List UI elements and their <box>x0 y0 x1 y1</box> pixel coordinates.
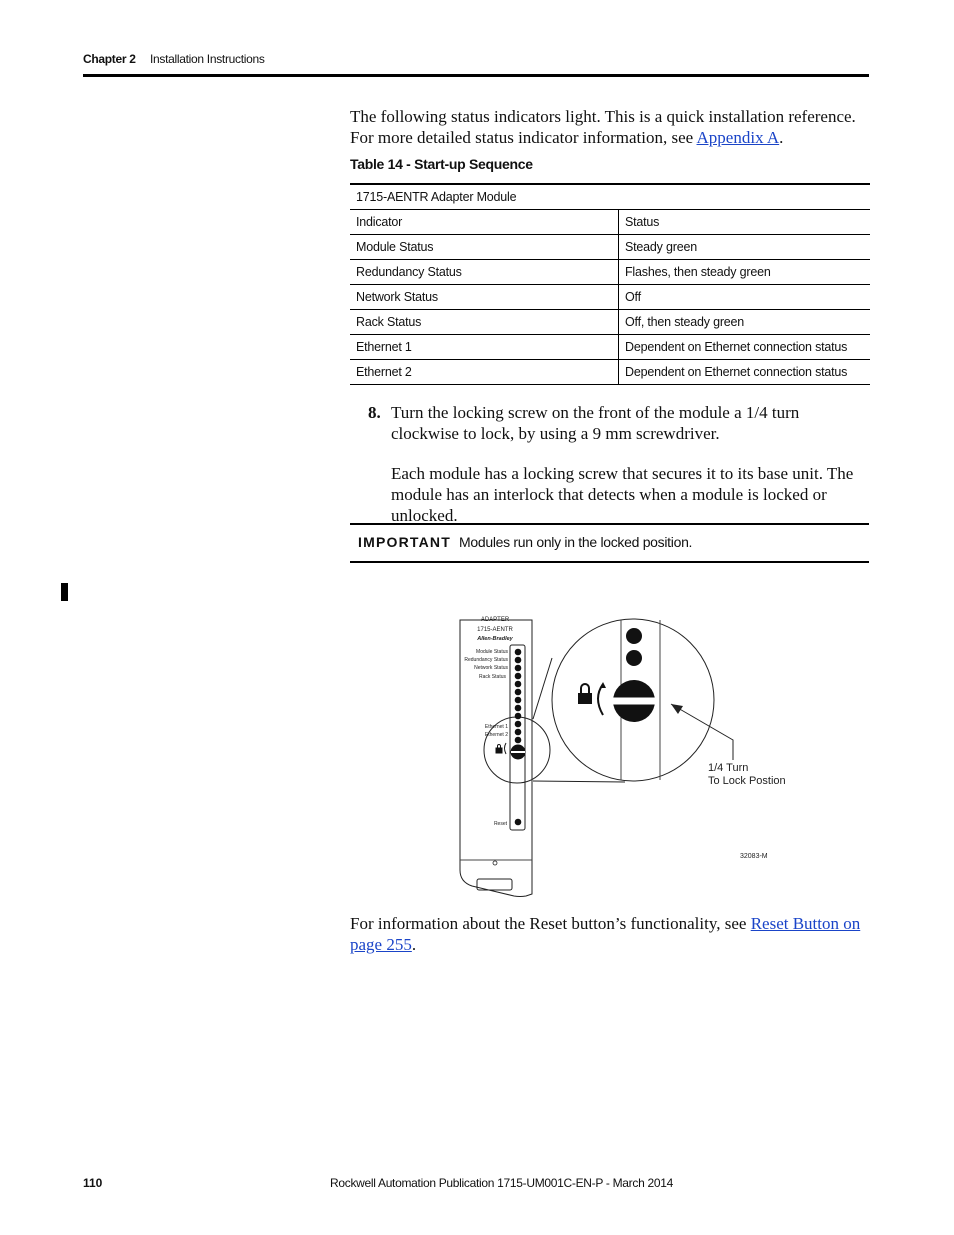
label-reset: Reset <box>493 821 507 827</box>
zoom-led-2 <box>626 650 642 666</box>
reset-after: . <box>411 935 417 954</box>
step-number: 8. <box>368 403 381 422</box>
label-ethernet-2: Ethernet 2 <box>484 732 508 738</box>
column-header-status: Status <box>619 210 871 235</box>
status-cell: Dependent on Ethernet connection status <box>619 360 871 385</box>
table-header-row <box>350 210 870 235</box>
status-cell: Flashes, then steady green <box>619 260 871 285</box>
status-cell: Off, then steady green <box>619 310 871 335</box>
startup-sequence-table <box>350 183 870 385</box>
table-title: 1715-AENTR Adapter Module <box>350 184 870 210</box>
indicator-cell: Rack Status <box>350 310 619 335</box>
indicator-cell: Ethernet 2 <box>350 360 619 385</box>
table-caption: Table 14 - Start-up Sequence <box>350 156 533 172</box>
table-row <box>350 335 870 360</box>
label-network-status: Network Status <box>474 665 508 671</box>
status-led-group <box>515 649 522 826</box>
indicator-cell: Ethernet 1 <box>350 335 619 360</box>
status-cell: Dependent on Ethernet connection status <box>619 335 871 360</box>
table-row <box>350 285 870 310</box>
reset-text: For information about the Reset button’s functionality, see <box>350 914 751 933</box>
intro-text: The following status indicators light. This is a quick installation reference. For more detailed status indicator information, see <box>350 107 856 147</box>
important-message: Modules run only in the locked position. <box>459 534 693 550</box>
table-row <box>350 360 870 385</box>
change-bar <box>61 583 68 601</box>
reset-button-link[interactable]: Reset Button on page 255 <box>350 914 861 954</box>
chapter-label: Chapter 2 <box>83 52 136 66</box>
brand-logo-text: Allen-Bradley <box>477 636 513 642</box>
intro-paragraph <box>350 106 870 148</box>
zoom-led-1 <box>626 628 642 644</box>
callout-line-1: 1/4 Turn <box>708 762 749 774</box>
label-module-status: Module Status <box>476 649 508 655</box>
label-ethernet-1: Ethernet 1 <box>484 724 508 730</box>
reset-paragraph <box>350 913 870 955</box>
step-text: Turn the locking screw on the front of the module a 1/4 turn clockwise to lock, by using a 9 mm screwdriver. <box>391 403 800 443</box>
figure-id: 32083-M <box>740 853 768 860</box>
status-cell: Steady green <box>619 235 871 260</box>
important-box <box>350 523 869 563</box>
locking-screw-paragraph: Each module has a locking screw that secures it to its base unit. The module has an interlock that detects when a module is locked or unlocked. <box>391 464 854 525</box>
small-lock-icon <box>496 743 506 754</box>
section-title: Installation Instructions <box>150 52 265 66</box>
module-lock-figure <box>440 600 800 900</box>
label-redundancy-status: Redundancy Status <box>464 657 508 663</box>
table-row <box>350 310 870 335</box>
module-label-model: 1715-AENTR <box>477 627 513 633</box>
large-lock-icon <box>578 682 606 715</box>
status-cell: Off <box>619 285 871 310</box>
publication-info: Rockwell Automation Publication 1715-UM001C-EN-P - March 2014 <box>330 1176 673 1190</box>
indicator-cell: Redundancy Status <box>350 260 619 285</box>
appendix-a-link[interactable]: Appendix A <box>696 128 780 147</box>
important-label: IMPORTANT <box>358 534 451 550</box>
header-rule <box>83 74 869 77</box>
table-row <box>350 260 870 285</box>
indicator-cell: Network Status <box>350 285 619 310</box>
page-number: 110 <box>83 1176 103 1190</box>
label-rack-status: Rack Status <box>479 674 506 680</box>
callout-line-2: To Lock Postion <box>708 775 786 787</box>
table-row <box>350 235 870 260</box>
intro-after: . <box>779 128 784 147</box>
reset-button-dot <box>515 819 522 826</box>
column-header-indicator: Indicator <box>350 210 619 235</box>
indicator-cell: Module Status <box>350 235 619 260</box>
module-label-adapter: ADAPTER <box>480 617 510 623</box>
